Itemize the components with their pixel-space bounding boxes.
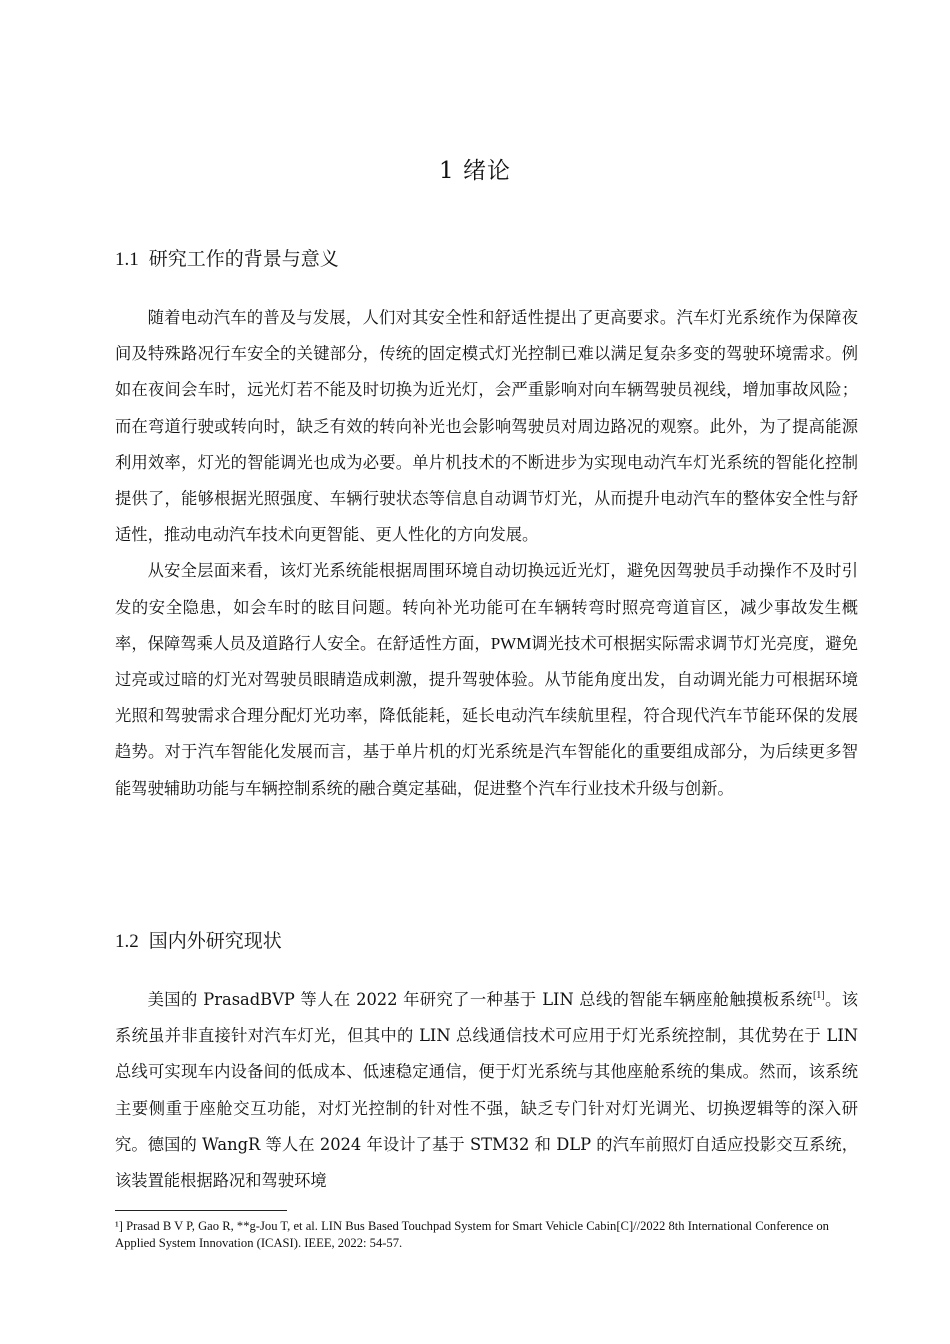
section-heading-1-1 (115, 244, 339, 271)
paragraph-text: 从安全层面来看，该灯光系统能根据周围环境自动切换远近光灯，避免因驾驶员手动操作不及时引发的安全隐患，如会车时的眩目问题。转向补光功能可在车辆转弯时照亮弯道盲区，减少事故发生概率，保障驾乘人员及道路行人安全。在舒适性方面， (115, 561, 858, 653)
section-number: 1.1 (115, 249, 139, 270)
footnote-divider (115, 1210, 287, 1211)
footnote: ¹] Prasad B V P, Gao R, **g-Jou T, et al. LIN Bus Based Touchpad System for Smart Vehicle Cabin[C]//2022 8th International Conference on Applied System Innovation (ICASI). IEEE, 2022: 54-57. (115, 1219, 829, 1250)
paragraph: 随着电动汽车的普及与发展，人们对其安全性和舒适性提出了更高要求。汽车灯光系统作为保障夜间及特殊路况行车安全的关键部分，传统的固定模式灯光控制已难以满足复杂多变的驾驶环境需求。例如在夜间会车时，远光灯若不能及时切换为近光灯，会严重影响对向车辆驾驶员视线，增加事故风险；而在弯道行驶或转向时，缺乏有效的转向补光也会影响驾驶员对周边路况的观察。此外，为了提高能源利用效率，灯光的智能调光也成为必要。单片机技术的不断进步为实现电动汽车灯光系统的智能化控制提供了，能够根据光照强度、车辆行驶状态等信息自动调节灯光，从而提升电动汽车的整体安全性与舒适性，推动电动汽车技术向更智能、更人性化的方向发展。 (115, 308, 858, 545)
section-title: 研究工作的背景与意义 (148, 248, 339, 270)
paragraph-text-latin: PWM (490, 633, 532, 653)
chapter-title: 1 绪论 (439, 158, 511, 184)
paragraph-text: 调光技术可根据实际需求调节灯光亮度，避免过亮或过暗的灯光对驾驶员眼睛造成刺激，提升驾驶体验。从节能角度出发，自动调光能力可根据环境光照和驾驶需求合理分配灯光功率，降低能耗，延长电动汽车续航里程，符合现代汽车节能环保的发展趋势。对于汽车智能化发展而言，基于单片机的灯光系统是汽车智能化的重要组成部分，为后续更多智能驾驶辅助功能与车辆控制系统的融合奠定基础，促进整个汽车行业技术升级与创新。 (115, 633, 858, 798)
section-number: 1.2 (115, 931, 139, 952)
citation-ref[interactable]: [1] (812, 990, 825, 1001)
section-title: 国内外研究现状 (148, 930, 282, 952)
paragraph (115, 982, 858, 1199)
section-heading-1-2 (115, 926, 282, 953)
paragraph-text: 美国的 PrasadBVP 等人在 2022 年研究了一种基于 LIN 总线的智能车辆座舱触摸板系统 (147, 990, 813, 1009)
paragraph (115, 553, 858, 806)
paragraph-text: 。该系统虽并非直接针对汽车灯光，但其中的 LIN 总线通信技术可应用于灯光系统控制，其优势在于 LIN 总线可实现车内设备间的低成本、低速稳定通信，便于灯光系统与其他座舱系统的集成。然而，该系统主要侧重于座舱交互功能，对灯光控制的针对性不强，缺乏专门针对灯光调光、切换逻辑等的深入研究。德国的 WangR 等人在 2024 年设计了基于 STM32 和 DLP 的汽车前照灯自适应投影交互系统，该装置能根据路况和驾驶环境 (115, 990, 858, 1191)
section-1-2-body (115, 982, 858, 1199)
section-1-1-body (115, 300, 858, 807)
